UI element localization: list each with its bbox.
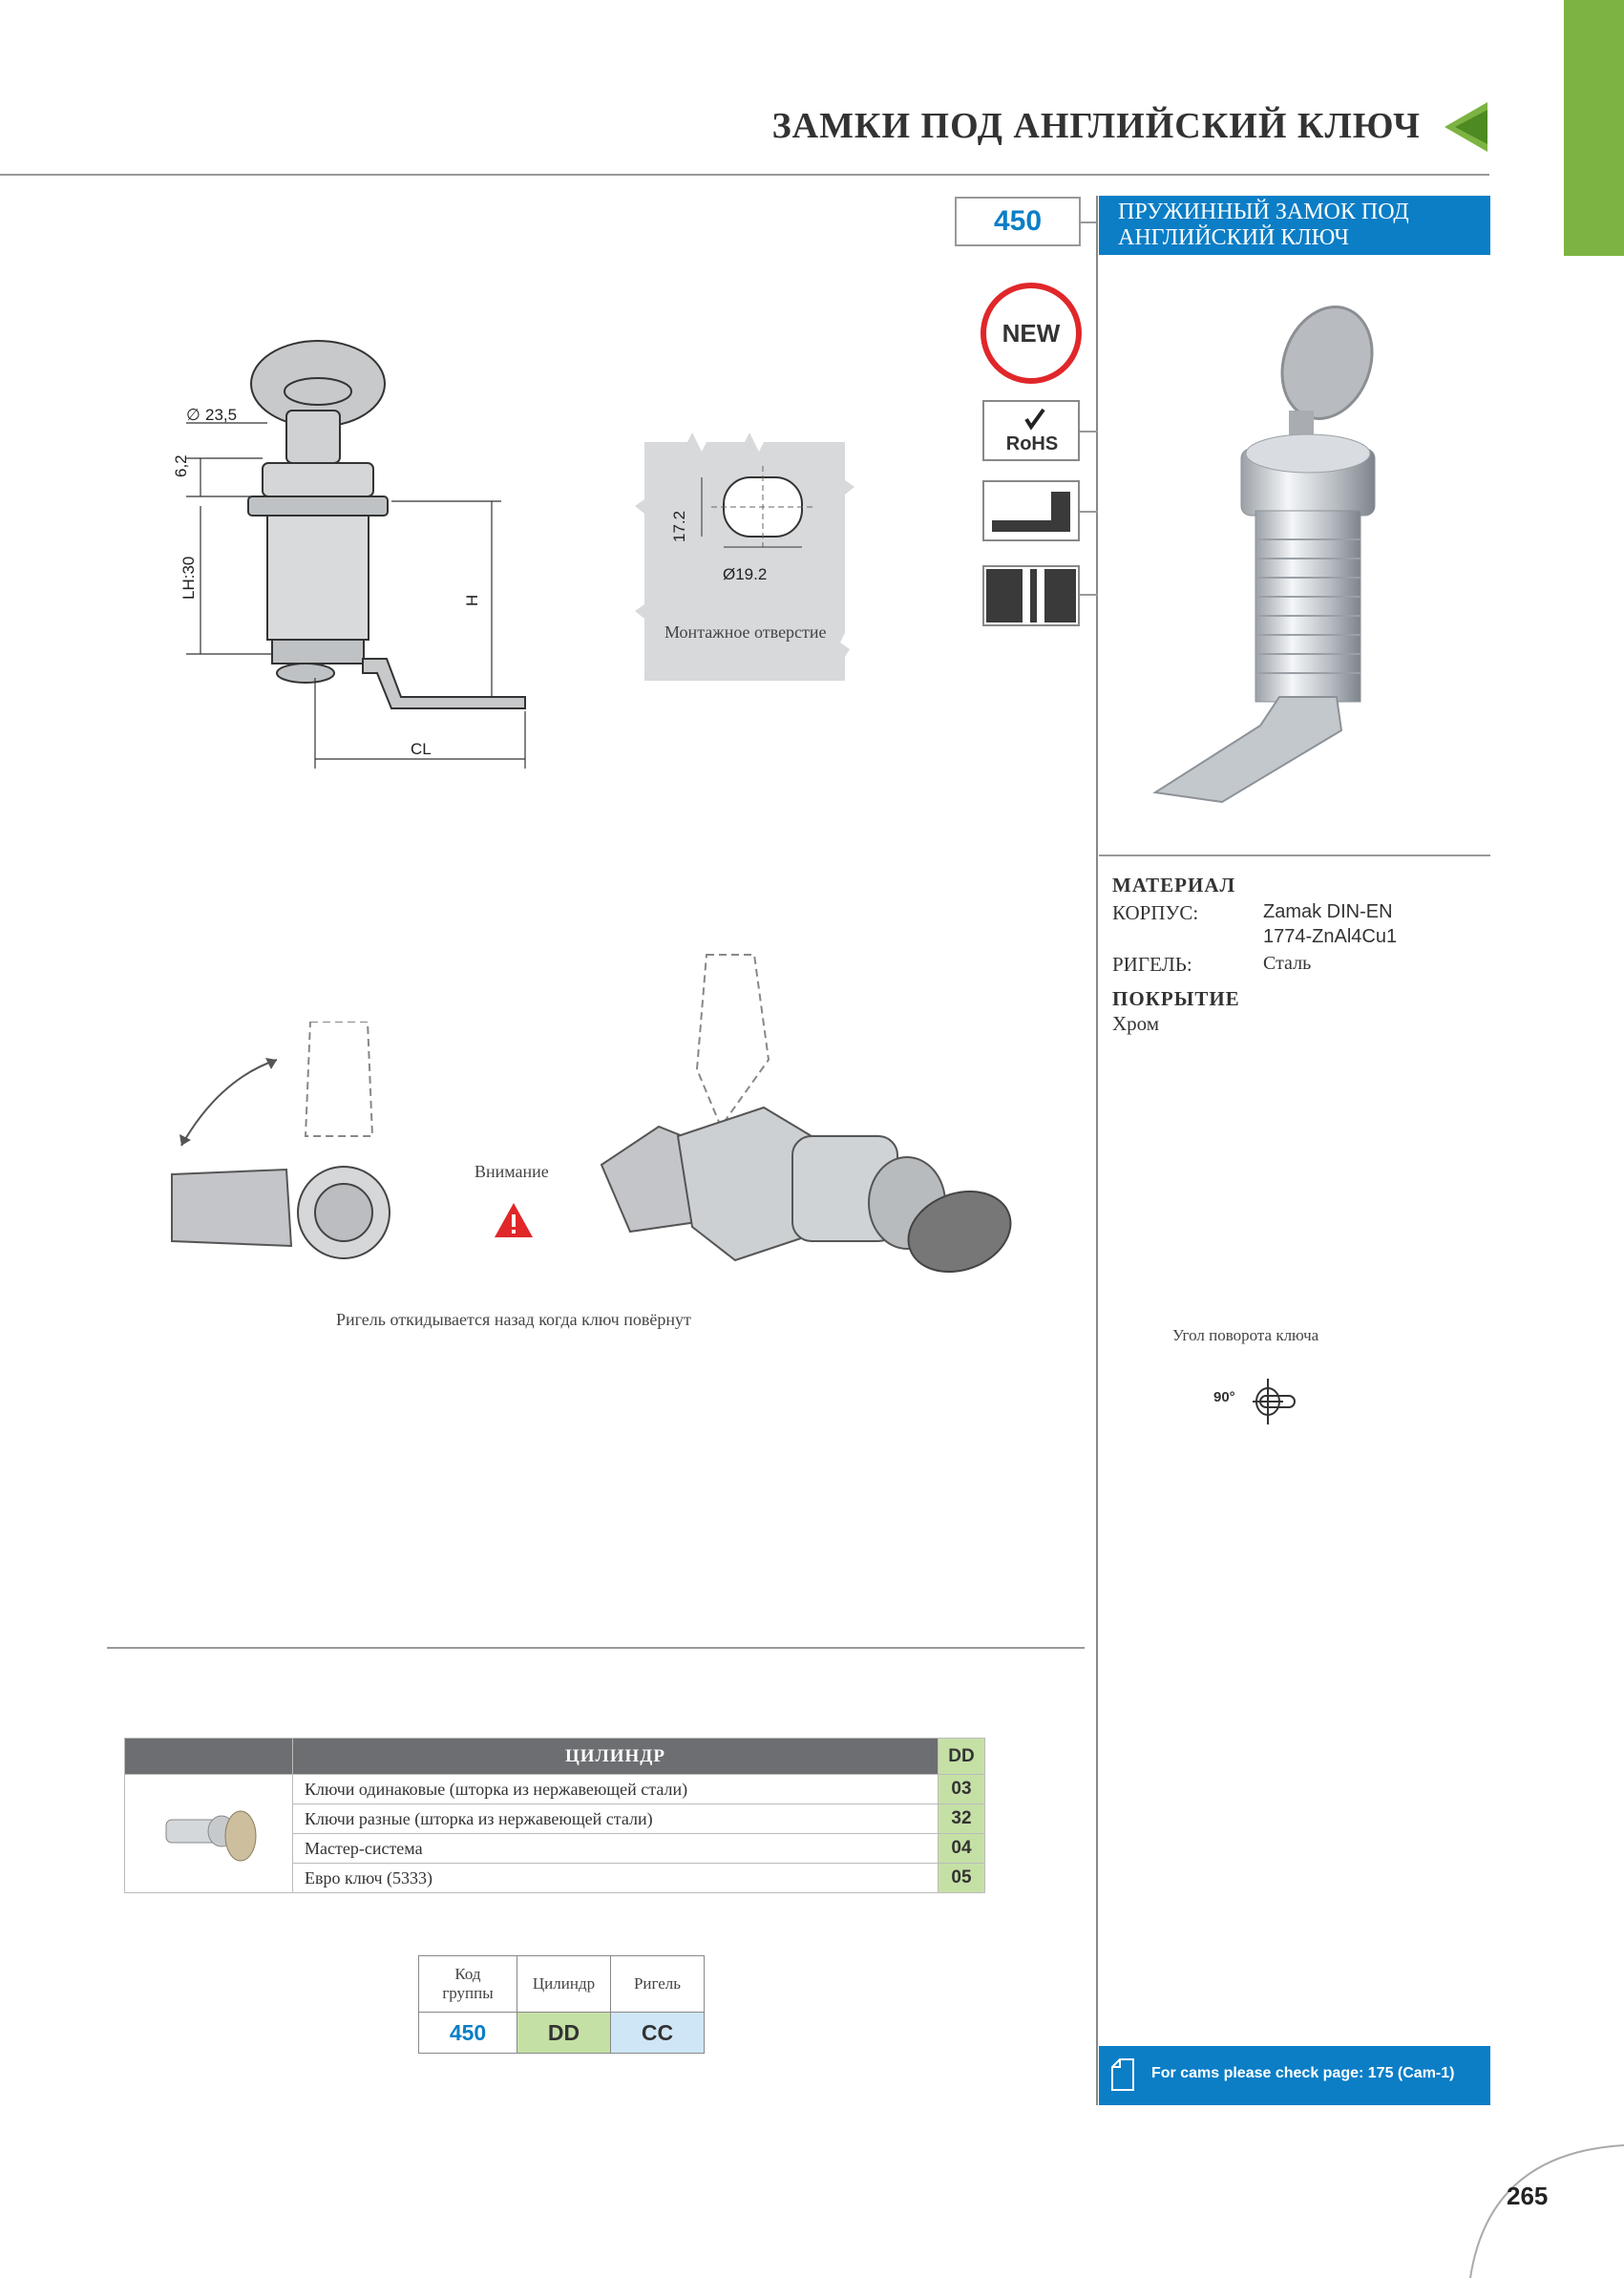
- bolt-rotation-drawing: [162, 1022, 430, 1260]
- bolt-caption: Ригель откидывается назад когда ключ повёрнут: [336, 1310, 691, 1329]
- rohs-label: RoHS: [1005, 433, 1059, 454]
- dim-diameter: 23,5: [205, 406, 238, 424]
- rotation-value: 90°: [1213, 1389, 1235, 1405]
- rohs-icon: [984, 402, 1078, 459]
- product-title: [1099, 196, 1490, 255]
- specs-divider: [1099, 854, 1490, 856]
- table-row: [125, 1775, 985, 1804]
- cylinder-option-code: 05: [939, 1864, 985, 1893]
- rotation-label: Угол поворота ключа: [1172, 1326, 1319, 1344]
- green-triangle-left-icon: [1442, 100, 1489, 154]
- connector-line: [1080, 511, 1098, 513]
- body-label: КОРПУС:: [1112, 901, 1199, 924]
- dim-diameter-symbol: ∅: [186, 406, 200, 424]
- cylinder-option-label: Ключи одинаковые (шторка из нержавеющей стали): [293, 1775, 939, 1804]
- new-badge: [979, 281, 1084, 386]
- dim-h: H: [463, 594, 481, 606]
- group-code-header-line2: группы: [442, 1984, 494, 2002]
- section-divider: [107, 1647, 1085, 1649]
- product-title-line2: АНГЛИЙСКИЙ КЛЮЧ: [1118, 225, 1349, 250]
- group-code-header: [419, 1956, 517, 2013]
- material-heading: МАТЕРИАЛ: [1112, 874, 1236, 896]
- bolt-value: Сталь: [1263, 953, 1312, 974]
- cylinder-column-header: Цилиндр: [517, 1956, 611, 2013]
- rohs-badge: [982, 400, 1080, 461]
- group-code-header-line1: Код: [454, 1965, 481, 1983]
- panel-thickness-icon: [982, 565, 1080, 626]
- connector-line: [1080, 594, 1098, 596]
- cylinder-photo-cell: [125, 1775, 293, 1893]
- group-code-value: 450: [419, 2013, 517, 2054]
- page-number: 265: [1507, 2182, 1549, 2210]
- page-icon: [1108, 2056, 1137, 2094]
- product-code-box: 450: [955, 197, 1081, 246]
- product-title-line1: ПРУЖИННЫЙ ЗАМОК ПОД: [1118, 200, 1409, 224]
- cylinder-option-label: Евро ключ (5333): [293, 1864, 939, 1893]
- cylinder-header: ЦИЛИНДР: [293, 1739, 939, 1775]
- panel-mount-icon: [982, 480, 1080, 541]
- bolt-label: РИГЕЛЬ:: [1112, 953, 1192, 976]
- mounting-hole-drawing: [630, 428, 854, 681]
- column-divider: [1096, 196, 1098, 2105]
- header-divider: [0, 174, 1489, 176]
- body-value-line1: Zamak DIN-EN: [1263, 901, 1393, 922]
- attention-label: Внимание: [475, 1162, 549, 1181]
- hole-height: 17.2: [670, 510, 688, 542]
- dim-lh: LH:30: [179, 556, 198, 600]
- cams-note: For cams please check page: 175 (Cam-1): [1151, 2065, 1455, 2081]
- cylinder-option-label: Ключи разные (шторка из нержавеющей стали): [293, 1804, 939, 1834]
- dim-top: 6,2: [172, 454, 190, 477]
- page-title: ЗАМКИ ПОД АНГЛИЙСКИЙ КЛЮЧ: [771, 106, 1421, 146]
- rotation-angle-icon: [1251, 1375, 1300, 1432]
- bolt-code-value: CC: [611, 2013, 705, 2054]
- order-code-table: [418, 1955, 705, 2054]
- cylinder-option-code: 03: [939, 1775, 985, 1804]
- cylinder-option-code: 32: [939, 1804, 985, 1834]
- hole-diameter: Ø19.2: [723, 565, 768, 583]
- warning-icon: [493, 1201, 535, 1239]
- cylinder-option-code: 04: [939, 1834, 985, 1864]
- connector-line: [1080, 431, 1098, 432]
- cylinder-table: [124, 1738, 985, 1893]
- cams-note-box: [1099, 2046, 1490, 2105]
- body-value-line2: 1774-ZnAl4Cu1: [1263, 926, 1398, 947]
- cylinder-header-code: DD: [939, 1739, 985, 1775]
- cylinder-option-label: Мастер-система: [293, 1834, 939, 1864]
- cylinder-code-value: DD: [517, 2013, 611, 2054]
- header-blank-cell: [125, 1739, 293, 1775]
- bolt-3d-drawing: [592, 945, 1012, 1308]
- product-photo: [1136, 306, 1423, 821]
- finish-value: Хром: [1112, 1012, 1160, 1035]
- finish-heading: ПОКРЫТИЕ: [1112, 987, 1240, 1010]
- cylinder-table-header: [125, 1739, 985, 1775]
- new-badge-label: NEW: [1002, 319, 1061, 348]
- dim-cl: CL: [411, 740, 432, 758]
- bolt-column-header: Ригель: [611, 1956, 705, 2013]
- chapter-tab: [1564, 0, 1624, 256]
- hole-caption: Монтажное отверстие: [664, 622, 827, 642]
- technical-drawing: [172, 325, 554, 773]
- cylinder-photo: [157, 1793, 262, 1869]
